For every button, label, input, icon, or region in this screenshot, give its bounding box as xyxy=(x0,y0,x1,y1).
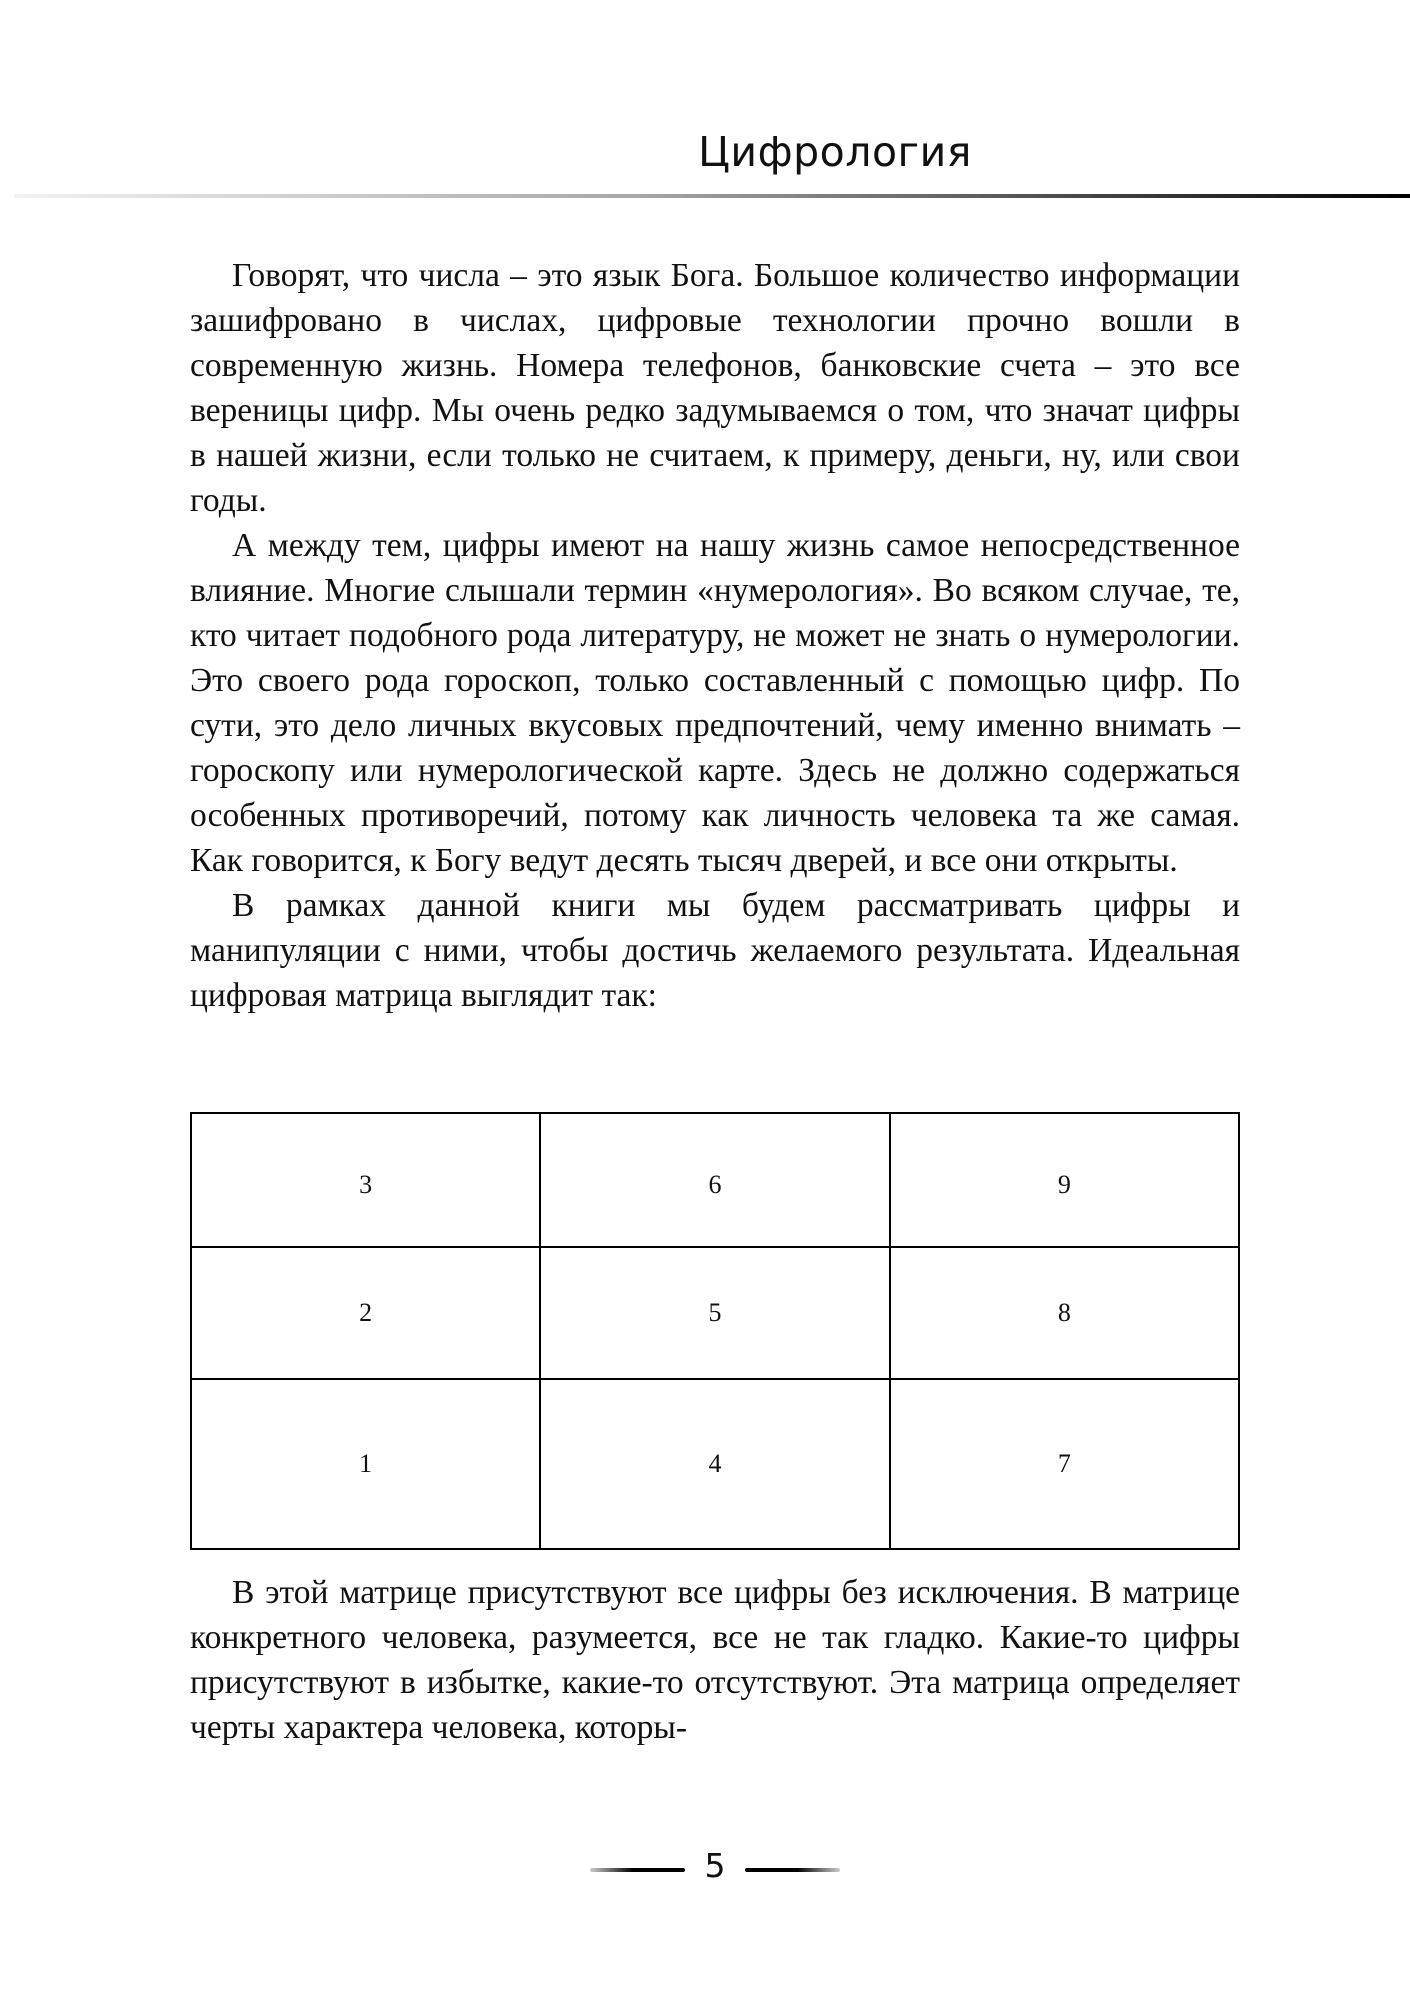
matrix-row xyxy=(191,1379,1239,1549)
digit-matrix-table xyxy=(190,1112,1240,1550)
matrix-cell: 3 xyxy=(191,1113,540,1247)
paragraph: В этой матрице присутствуют все цифры без исключения. В матрице конкретного человека, разумеется, все не так гладко. Какие-то цифры присутствуют в избытке, какие-то отсутствуют. Эта матрица определяет черты характера человека, которы- xyxy=(190,1574,1240,1746)
page-footer xyxy=(0,1846,1410,1890)
matrix-row xyxy=(191,1113,1239,1247)
matrix-cell: 5 xyxy=(540,1247,889,1379)
page-number: 5 xyxy=(704,1846,726,1885)
matrix-row xyxy=(191,1247,1239,1379)
matrix-cell: 8 xyxy=(890,1247,1239,1379)
running-title: Цифрология xyxy=(698,128,972,176)
matrix-cell: 2 xyxy=(191,1247,540,1379)
matrix-cell: 7 xyxy=(890,1379,1239,1549)
body-text-after-matrix xyxy=(190,1570,1240,1750)
header-rule xyxy=(14,194,1410,198)
footer-rule-right xyxy=(745,1868,840,1872)
body-text-before-matrix xyxy=(190,253,1240,1018)
matrix-cell: 1 xyxy=(191,1379,540,1549)
matrix-cell: 4 xyxy=(540,1379,889,1549)
footer-rule-left xyxy=(590,1868,685,1872)
paragraph: В рамках данной книги мы будем рассматривать цифры и манипуляции с ними, чтобы достичь желаемого результата. Идеальная цифровая матрица выглядит так: xyxy=(190,887,1240,1014)
matrix-cell: 6 xyxy=(540,1113,889,1247)
paragraph: Говорят, что числа – это язык Бога. Большое количество информации зашифровано в числах, цифровые технологии прочно вошли в современную жизнь. Номера телефонов, банковские счета – это все вереницы цифр. Мы очень редко задумываемся о том, что значат цифры в нашей жизни, если только не считаем, к примеру, деньги, ну, или свои годы. xyxy=(190,257,1240,519)
paragraph: А между тем, цифры имеют на нашу жизнь самое непосредственное влияние. Многие слышали термин «нумерология». Во всяком случае, те, кто читает подобного рода литературу, не может не знать о нумерологии. Это своего рода гороскоп, только составленный с помощью цифр. По сути, это дело личных вкусовых предпочтений, чему именно внимать – гороскопу или нумерологической карте. Здесь не должно содержаться особенных противоречий, потому как личность человека та же самая. Как говорится, к Богу ведут десять тысяч дверей, и все они открыты. xyxy=(190,527,1240,879)
matrix-cell: 9 xyxy=(890,1113,1239,1247)
running-header xyxy=(0,118,1410,198)
